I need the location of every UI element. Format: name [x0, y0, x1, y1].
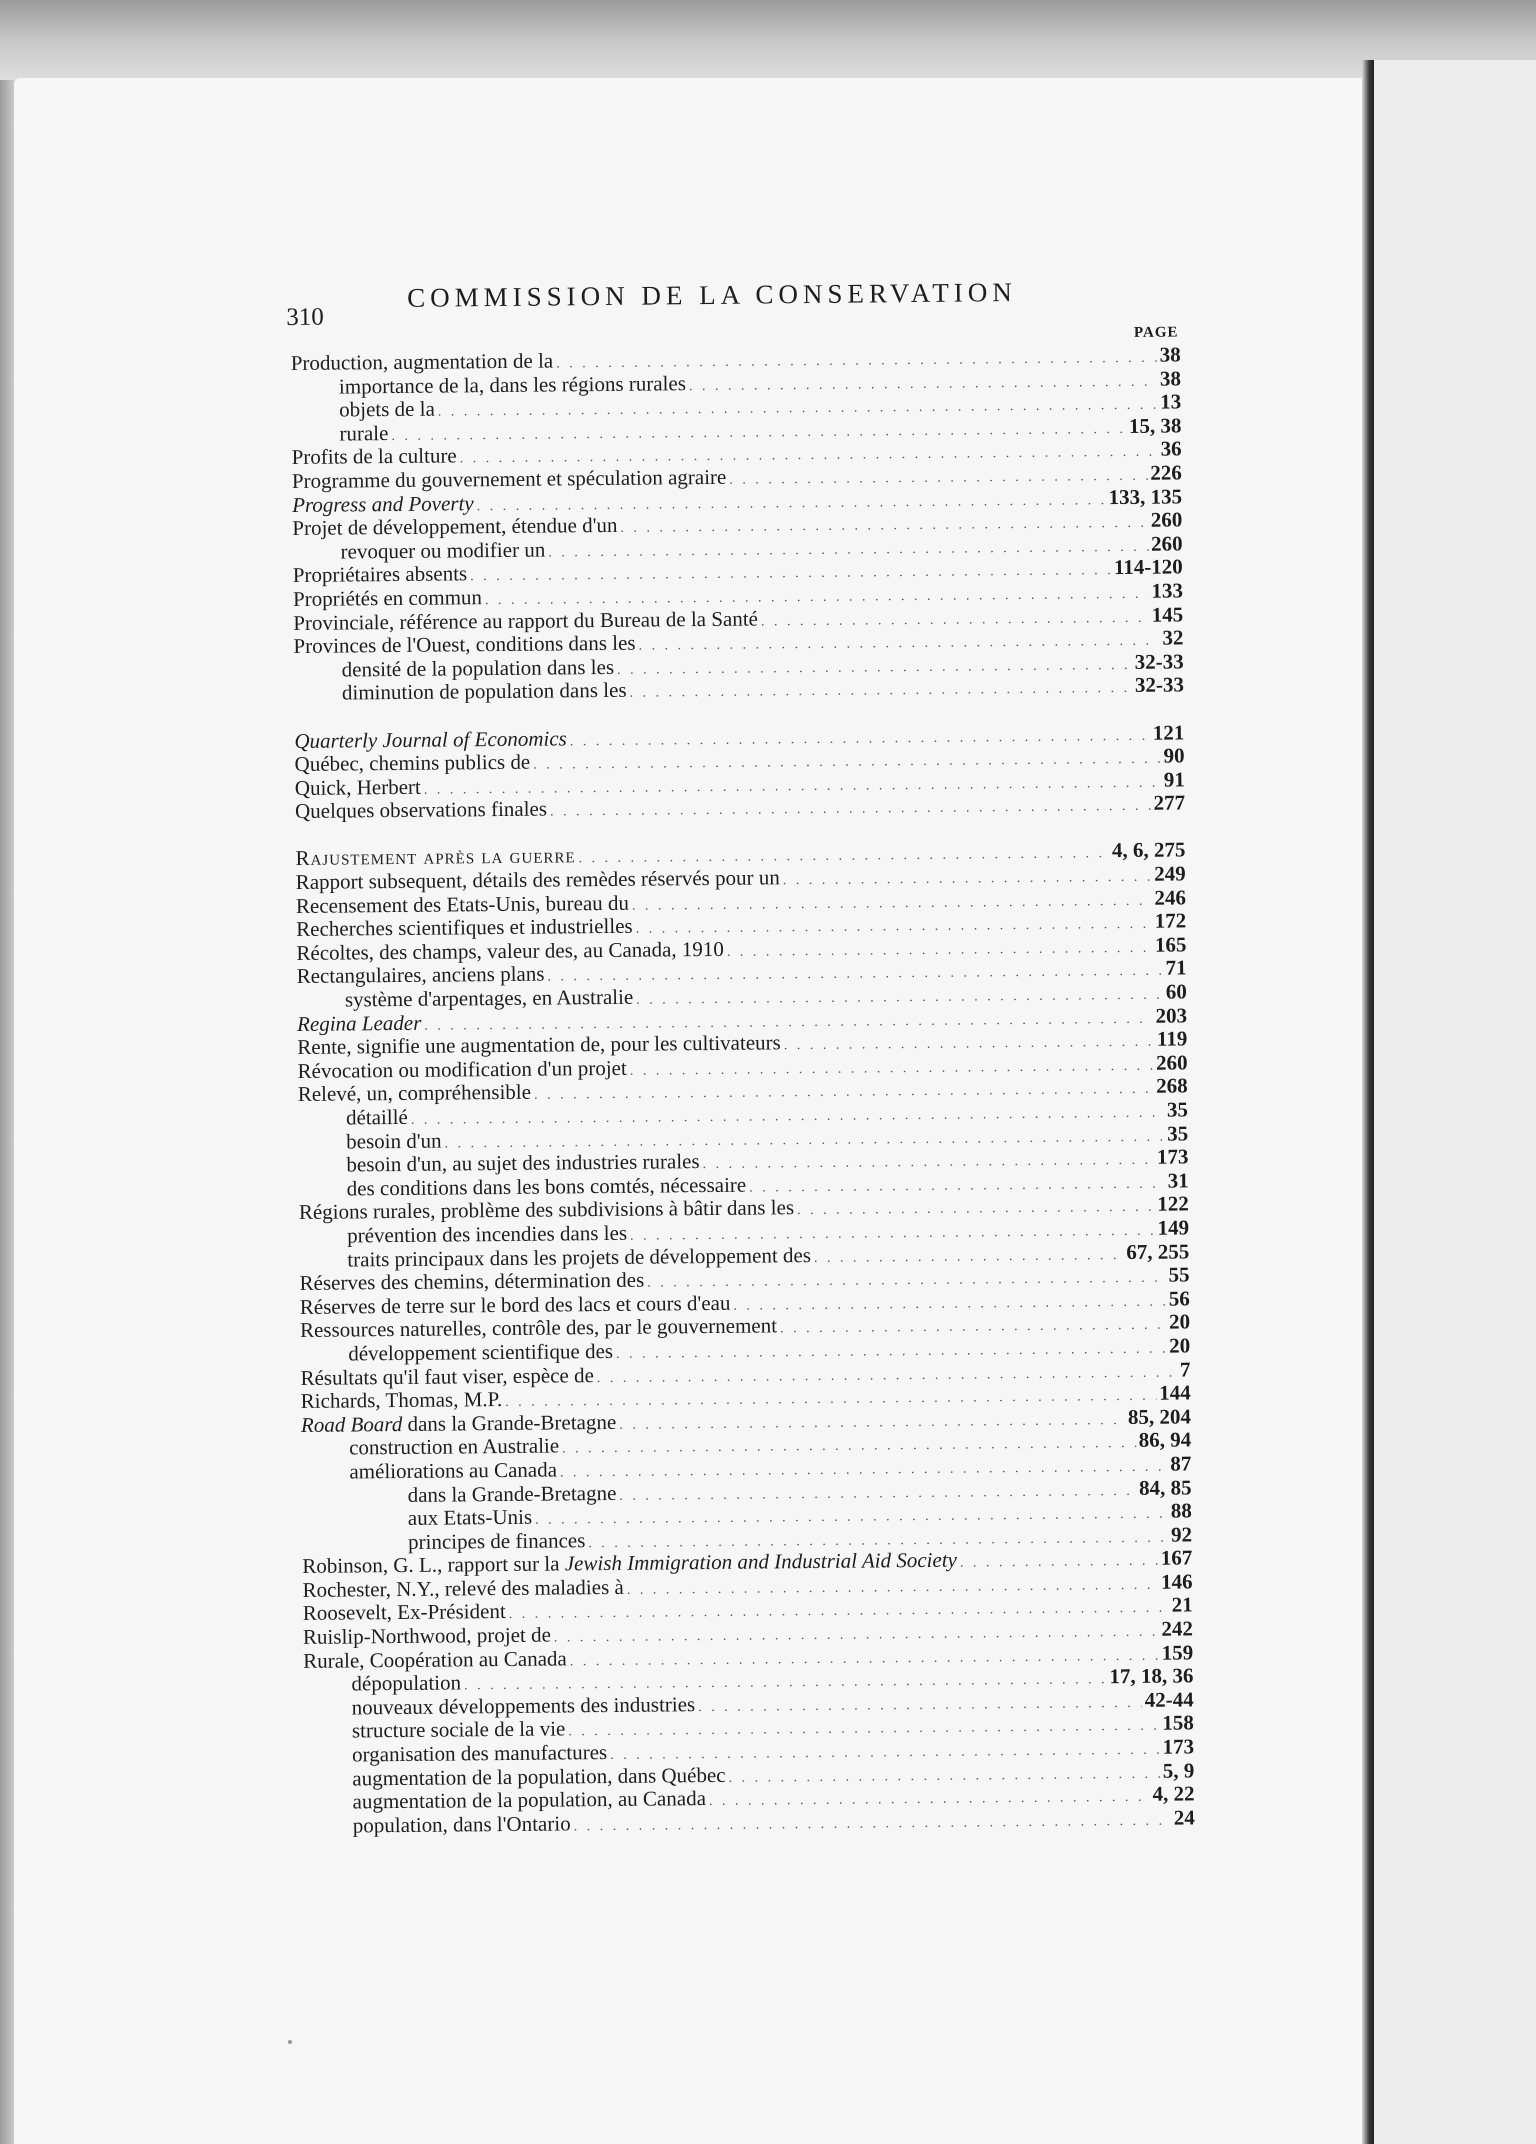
index-entry-label: Progress and Poverty	[292, 490, 474, 517]
index-entry-label: Quelques observations finales	[294, 796, 548, 824]
index-entry-label: besoin d'un, au sujet des industries rurales	[346, 1149, 700, 1177]
index-entry-pages: 260	[1150, 531, 1183, 556]
index-entry-pages: 277	[1153, 790, 1186, 816]
index-entry-pages: 91	[1163, 767, 1185, 792]
index-entry-label: importance de la, dans les régions rurales	[338, 370, 687, 399]
index-entry-pages: 32-33	[1134, 649, 1184, 674]
page-number: 310	[286, 303, 324, 332]
index-entry-pages: 38	[1159, 342, 1181, 367]
index-entry-label: besoin d'un	[346, 1128, 442, 1154]
index-entry-pages: 90	[1163, 743, 1185, 768]
index-entry-pages: 249	[1154, 861, 1186, 886]
index-entry-label: principes de finances	[407, 1527, 586, 1554]
index-entry-pages: 158	[1162, 1710, 1194, 1736]
index-entry-label: dépopulation	[351, 1670, 462, 1696]
index-entry-pages: 149	[1157, 1215, 1190, 1240]
index-entry-label: Rurale, Coopération au Canada	[303, 1646, 567, 1673]
index-entry-pages: 173	[1162, 1734, 1195, 1759]
index-entry-label: Propriétés en commun	[292, 585, 483, 611]
index-entry-pages: 7	[1179, 1356, 1191, 1382]
index-entry-pages: 5, 9	[1162, 1758, 1195, 1783]
index-entry-label: Québec, chemins publics de	[294, 749, 531, 777]
index-entry-pages: 71	[1165, 955, 1187, 981]
index-entry-pages: 146	[1160, 1569, 1193, 1594]
index-entry-pages: 42-44	[1144, 1687, 1194, 1712]
index-list	[291, 343, 1195, 1838]
book-gutter	[1362, 60, 1374, 2144]
index-entry-label: Révocation ou modification d'un projet	[297, 1055, 627, 1083]
index-entry-pages: 144	[1159, 1380, 1191, 1405]
index-entry-label: Provinciale, référence au rapport du Bureau de la Santé	[293, 606, 759, 635]
index-entry-pages: 21	[1171, 1592, 1193, 1618]
dot-leader	[960, 1550, 1158, 1575]
index-entry-pages: 226	[1150, 460, 1182, 485]
index-entry-pages: 24	[1173, 1805, 1195, 1830]
index-entry-pages: 173	[1156, 1144, 1189, 1169]
page-header	[286, 275, 1180, 332]
index-entry-label: développement scientifique des	[348, 1338, 614, 1366]
dot-leader	[783, 866, 1152, 893]
index-entry-label: améliorations au Canada	[349, 1457, 558, 1484]
index-entry-label: Résultats qu'il faut viser, espèce de	[300, 1362, 594, 1390]
index-entry-pages: 86, 94	[1138, 1427, 1192, 1453]
index-entry-pages: 60	[1165, 979, 1187, 1004]
index-entry-label: diminution de population dans les	[341, 678, 627, 705]
index-entry-pages: 31	[1167, 1168, 1189, 1193]
index-entry-label: Road Board dans la Grande-Bretagne	[300, 1409, 617, 1437]
index-entry-label: structure sociale de la vie	[351, 1716, 566, 1743]
index-entry-pages: 260	[1155, 1050, 1188, 1075]
index-entry-pages: 85, 204	[1127, 1404, 1192, 1429]
index-entry-pages: 38	[1159, 366, 1182, 391]
index-entry-label: population, dans l'Ontario	[352, 1811, 571, 1838]
index-entry-label: Projet de développement, étendue d'un	[292, 513, 618, 541]
index-entry-pages: 246	[1154, 885, 1187, 910]
index-entry-pages: 242	[1161, 1616, 1194, 1641]
index-entry-label: Rapport subsequent, détails des remèdes réservés pour un	[295, 865, 780, 895]
index-entry-label: Programme du gouvernement et spéculation agraire	[291, 464, 727, 493]
index-entry-label: Quarterly Journal of Economics	[294, 725, 567, 753]
index-entry-label: Quick, Herbert	[294, 774, 421, 800]
index-entry-label: rurale	[339, 420, 389, 446]
index-entry-label: Réserves des chemins, détermination des	[299, 1267, 645, 1296]
index-entry-label: nouveaux développements des industries	[351, 1692, 696, 1720]
index-entry-pages: 4, 22	[1152, 1781, 1195, 1807]
index-entry-label: organisation des manufactures	[352, 1740, 608, 1767]
index-entry-pages: 165	[1154, 932, 1187, 957]
index-entry-pages: 67, 255	[1126, 1238, 1190, 1264]
index-entry-label: Profits de la culture	[291, 443, 457, 470]
index-entry-label: traits principaux dans les projets de développement des	[347, 1242, 812, 1272]
index-entry-label: construction en Australie	[349, 1433, 560, 1460]
index-entry-label: Roosevelt, Ex-Président	[302, 1599, 506, 1626]
index-entry-label: Récoltes, des champs, valeur des, au Canada, 1910	[296, 936, 724, 965]
index-entry-label: Propriétaires absents	[292, 561, 468, 588]
index-entry-pages: 32-33	[1134, 672, 1185, 698]
index-entry-label: Rente, signifie une augmentation de, pour les cultivateurs	[297, 1030, 781, 1060]
dot-leader	[814, 1244, 1124, 1271]
dot-leader	[629, 677, 1132, 705]
index-entry-label: Recensement des Etats-Unis, bureau du	[295, 890, 630, 918]
index-entry-label: dans la Grande-Bretagne	[407, 1480, 617, 1507]
index-entry-pages: 122	[1157, 1191, 1189, 1217]
index-entry-pages: 167	[1160, 1545, 1193, 1570]
index-entry-pages: 203	[1155, 1003, 1188, 1028]
index-entry-label: Production, augmentation de la	[290, 348, 554, 375]
dot-leader	[784, 1031, 1154, 1058]
index-entry-label: Richards, Thomas, M.P.	[300, 1387, 503, 1414]
index-entry-label: augmentation de la population, au Canada	[352, 1786, 707, 1814]
index-entry-label: Ressources naturelles, contrôle des, par le gouvernement	[299, 1313, 778, 1343]
index-entry-pages: 87	[1170, 1451, 1192, 1476]
page-column-label: PAGE	[1133, 324, 1179, 341]
index-entry-label: Provinces de l'Ouest, conditions dans les	[293, 630, 636, 659]
index-entry-pages: 172	[1154, 908, 1187, 933]
index-entry-pages: 35	[1167, 1121, 1189, 1146]
index-entry-label: Recherches scientifiques et industrielles	[296, 913, 633, 942]
index-entry-label: Rectangulaires, anciens plans	[296, 962, 545, 989]
index-entry-pages: 145	[1151, 601, 1184, 627]
index-entry-pages: 84, 85	[1138, 1474, 1192, 1500]
index-entry-pages: 114-120	[1113, 554, 1183, 580]
index-entry-pages: 268	[1156, 1073, 1188, 1099]
index-entry-pages: 35	[1166, 1097, 1189, 1122]
index-entry-pages: 159	[1161, 1640, 1194, 1665]
index-entry-label: Regina Leader	[296, 1010, 422, 1036]
index-entry-pages: 133, 135	[1108, 484, 1183, 509]
index-entry-pages: 32	[1162, 625, 1184, 650]
index-entry-pages: 88	[1170, 1498, 1192, 1523]
index-entry-label: Régions rurales, problème des subdivisions à bâtir dans les	[298, 1195, 795, 1225]
facing-page-edge	[1374, 60, 1536, 2144]
index-entry-pages: 13	[1160, 389, 1182, 414]
running-title: COMMISSION DE LA CONSERVATION	[406, 277, 1017, 313]
index-entry-label: prévention des incendies dans les	[347, 1220, 628, 1248]
index-entry-pages: 17, 18, 36	[1109, 1663, 1194, 1689]
index-entry-label: Rochester, N.Y., relevé des maladies à	[302, 1574, 624, 1602]
index-entry-label: augmentation de la population, dans Québec	[352, 1762, 726, 1791]
index-entry-pages: 56	[1168, 1286, 1190, 1311]
index-entry-label: Réserves de terre sur le bord des lacs et cours d'eau	[299, 1290, 731, 1319]
index-entry-pages: 260	[1150, 507, 1183, 532]
index-entry-pages: 121	[1152, 719, 1185, 745]
index-text-block	[286, 275, 1195, 1838]
index-entry-label: aux Etats-Unis	[407, 1504, 533, 1531]
index-entry-label: Relevé, un, compréhensible	[297, 1080, 532, 1107]
index-entry-label: Rajustement après la guerre	[295, 843, 576, 871]
index-entry-label: système d'arpentages, en Australie	[344, 984, 634, 1012]
index-entry-pages: 20	[1169, 1333, 1191, 1358]
index-entry-label: densité de la population dans les	[341, 654, 615, 682]
index-entry-label: objets de la	[339, 396, 435, 422]
index-entry-label: Robinson, G. L., rapport sur la Jewish Immigration and Industrial Aid Society	[302, 1547, 958, 1579]
index-entry-label: des conditions dans les bons comtés, nécessaire	[346, 1172, 747, 1201]
index-entry-pages: 4, 6, 275	[1111, 837, 1186, 863]
index-entry-pages: 15, 38	[1128, 413, 1182, 438]
index-entry-label: Ruislip-Northwood, projet de	[302, 1622, 551, 1649]
index-entry-pages: 92	[1170, 1522, 1193, 1547]
index-entry-label: détaillé	[345, 1104, 408, 1130]
index-entry-pages: 36	[1160, 436, 1182, 462]
index-entry-pages: 119	[1156, 1026, 1188, 1051]
scan-speck	[288, 2040, 292, 2044]
index-entry-pages: 133	[1151, 578, 1184, 603]
index-entry-pages: 55	[1168, 1262, 1190, 1287]
index-entry-pages: 20	[1168, 1309, 1191, 1334]
index-entry-label: revoquer ou modifier un	[340, 537, 546, 564]
dot-leader	[797, 1196, 1155, 1223]
